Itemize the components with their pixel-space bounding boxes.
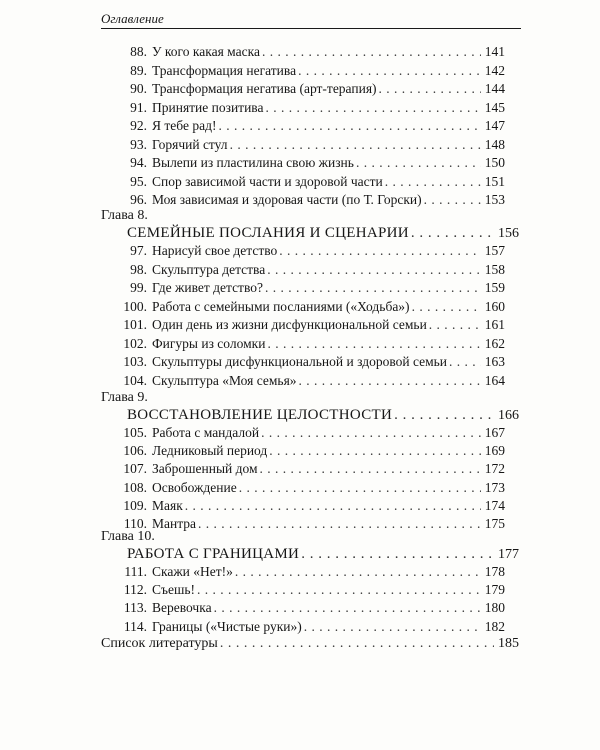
leader-dots (230, 136, 481, 154)
entry-page: 173 (484, 479, 505, 495)
leader-dots (412, 298, 481, 316)
leader-dots (379, 80, 481, 98)
leader-dots (304, 618, 481, 636)
entry-title: Скажи «Нет!» (152, 564, 233, 579)
leader-dots (269, 442, 480, 460)
entry-number: 91. (130, 99, 147, 115)
entry-number: 112. (123, 582, 147, 598)
toc-entry[interactable] (92, 581, 505, 599)
leader-dots (267, 335, 480, 353)
entry-number: 105. (123, 425, 147, 440)
leader-dots (214, 599, 481, 617)
leader-dots (266, 99, 481, 117)
entry-page: 180 (484, 600, 505, 616)
entry-number: 90. (130, 81, 147, 96)
entry-number: 97. (130, 243, 147, 258)
entry-title: Маяк (152, 497, 183, 513)
leader-dots (411, 225, 494, 242)
leader-dots (429, 316, 481, 334)
entry-page: 169 (484, 443, 505, 459)
entry-title: Где живет детство? (152, 280, 263, 295)
bibliography-entry[interactable] (101, 636, 519, 652)
entry-page: 157 (484, 243, 505, 258)
leader-dots (185, 497, 481, 515)
toc-entry[interactable] (92, 298, 505, 316)
chapter-8-title-text: СЕМЕЙНЫЕ ПОСЛАНИЯ И СЦЕНАРИИ (127, 225, 409, 241)
toc-entry[interactable] (92, 279, 505, 297)
leader-dots (385, 173, 481, 191)
leader-dots (265, 279, 481, 297)
toc-entry[interactable] (92, 80, 505, 98)
toc-entry[interactable] (92, 117, 505, 135)
toc-entry[interactable] (92, 372, 505, 390)
toc-entry[interactable] (92, 191, 505, 209)
toc-entry[interactable] (92, 563, 505, 581)
entry-page: 178 (484, 564, 505, 579)
entry-number: 109. (123, 497, 147, 513)
entry-page: 141 (484, 44, 505, 59)
chapter-9-title[interactable] (127, 407, 519, 424)
toc-entry[interactable] (92, 43, 505, 61)
entry-number: 94. (130, 155, 147, 170)
entry-number: 101. (123, 317, 147, 332)
entry-number: 98. (130, 261, 147, 277)
entry-page: 147 (484, 118, 505, 133)
entry-number: 104. (123, 372, 147, 388)
entry-number: 114. (123, 618, 147, 634)
entry-title: Я тебе рад! (152, 118, 217, 133)
entry-number: 113. (123, 600, 147, 616)
entry-page: 179 (484, 582, 505, 598)
leader-dots (198, 515, 481, 533)
entry-page: 144 (484, 81, 505, 96)
entry-title: Съешь! (152, 582, 196, 598)
leader-dots (299, 372, 481, 390)
toc-entry[interactable] (92, 316, 505, 334)
entry-title: Скульптура «Моя семья» (152, 372, 297, 388)
entry-title: Скульптура детства (152, 261, 266, 277)
leader-dots (239, 479, 481, 497)
toc-entry[interactable] (92, 479, 505, 497)
entry-page: 174 (484, 497, 505, 513)
entry-title: Вылепи из пластилина свою жизнь (152, 155, 354, 170)
entry-number: 96. (130, 192, 147, 207)
entry-title: Трансформация негатива (152, 62, 297, 78)
entry-title: Веревочка (152, 600, 212, 616)
entry-page: 175 (484, 516, 505, 531)
entry-title: Освобождение (152, 479, 237, 495)
entry-page: 162 (484, 335, 505, 351)
toc-entry[interactable] (92, 261, 505, 279)
toc-entry[interactable] (92, 599, 505, 617)
entry-number: 110. (123, 516, 147, 531)
entry-page: 150 (484, 155, 505, 170)
entry-page: 142 (484, 62, 505, 78)
leader-dots (424, 191, 481, 209)
leader-dots (235, 563, 481, 581)
entry-page: 160 (484, 298, 505, 314)
entry-number: 111. (124, 564, 147, 579)
chapter-9-title-text: ВОССТАНОВЛЕНИЕ ЦЕЛОСТНОСТИ (127, 407, 393, 423)
bibliography-page: 185 (498, 636, 519, 651)
entry-title: Горячий стул (152, 136, 228, 152)
toc-entry[interactable] (92, 173, 505, 191)
entry-page: 161 (484, 317, 505, 332)
chapter-10-title[interactable] (127, 546, 519, 563)
chapter-10-page: 177 (498, 547, 519, 562)
chapter-8-title[interactable] (127, 225, 519, 242)
leader-dots (218, 117, 480, 135)
entry-page: 158 (484, 261, 505, 277)
entry-title: У кого какая маска (152, 44, 260, 59)
leader-dots (301, 546, 494, 563)
toc-entry[interactable] (92, 335, 505, 353)
toc-entry[interactable] (92, 242, 505, 260)
entry-title: Фигуры из соломки (152, 335, 266, 351)
header-title: Оглавление (101, 11, 164, 26)
entry-page: 167 (484, 425, 505, 440)
leader-dots (261, 424, 481, 442)
entry-title: Работа с семейными посланиями («Ходьба») (152, 298, 410, 314)
entry-number: 100. (123, 298, 147, 314)
running-header (101, 8, 521, 29)
toc-entry[interactable] (92, 424, 505, 442)
entry-title: Заброшенный дом (152, 461, 258, 477)
chapter-9-label: Глава 9. (101, 390, 148, 405)
entry-page: 182 (484, 618, 505, 634)
entry-page: 159 (484, 280, 505, 295)
entry-title: Трансформация негатива (арт-терапия) (152, 81, 377, 96)
toc-entry[interactable] (92, 353, 505, 371)
leader-dots (220, 636, 494, 652)
chapter-8-label: Глава 8. (101, 208, 148, 223)
entry-number: 93. (130, 136, 147, 152)
toc-entry[interactable] (92, 497, 505, 515)
leader-dots (449, 353, 481, 371)
entry-number: 92. (130, 118, 147, 133)
entry-title: Скульптуры дисфункциональной и здоровой семьи (152, 354, 448, 369)
chapter-9-page: 166 (498, 408, 519, 423)
chapter-10-label: Глава 10. (101, 529, 155, 544)
leader-dots (262, 43, 481, 61)
entry-number: 88. (130, 44, 147, 59)
entry-title: Нарисуй свое детство (152, 243, 278, 258)
toc-entry[interactable] (92, 154, 505, 172)
entry-page: 148 (484, 136, 505, 152)
entry-page: 153 (484, 192, 505, 207)
entry-page: 145 (484, 99, 505, 115)
entry-page: 164 (484, 372, 505, 388)
entry-page: 172 (484, 461, 505, 477)
entry-title: Границы («Чистые руки») (152, 618, 302, 634)
entry-number: 102. (123, 335, 147, 351)
entry-number: 106. (123, 443, 147, 459)
entry-number: 95. (130, 173, 147, 189)
leader-dots (267, 261, 481, 279)
leader-dots (279, 242, 480, 260)
entry-number: 107. (123, 461, 147, 477)
leader-dots (356, 154, 481, 172)
toc-entry[interactable] (92, 442, 505, 460)
bibliography-title: Список литературы (101, 636, 218, 651)
entry-number: 89. (130, 62, 147, 78)
entry-title: Мантра (152, 516, 197, 531)
chapter-10-title-text: РАБОТА С ГРАНИЦАМИ (127, 546, 300, 562)
entry-page: 151 (484, 173, 505, 189)
entry-title: Один день из жизни дисфункциональной семьи (152, 317, 427, 332)
entry-number: 103. (123, 354, 147, 369)
entry-title: Моя зависимая и здоровая части (по Т. Горски) (152, 192, 422, 207)
entry-number: 99. (130, 280, 147, 295)
entry-title: Принятие позитива (152, 99, 264, 115)
toc-entry[interactable] (92, 62, 505, 80)
toc-entry[interactable] (92, 136, 505, 154)
toc-entry[interactable] (92, 99, 505, 117)
leader-dots (298, 62, 481, 80)
entry-title: Работа с мандалой (152, 425, 260, 440)
leader-dots (197, 581, 481, 599)
chapter-8-page: 156 (498, 226, 519, 241)
entry-title: Спор зависимой части и здоровой части (152, 173, 383, 189)
entry-page: 163 (484, 354, 505, 369)
entry-number: 108. (123, 479, 147, 495)
toc-entry[interactable] (92, 618, 505, 636)
toc-entry[interactable] (92, 460, 505, 478)
leader-dots (260, 460, 481, 478)
leader-dots (394, 407, 494, 424)
entry-title: Ледниковый период (152, 443, 268, 459)
